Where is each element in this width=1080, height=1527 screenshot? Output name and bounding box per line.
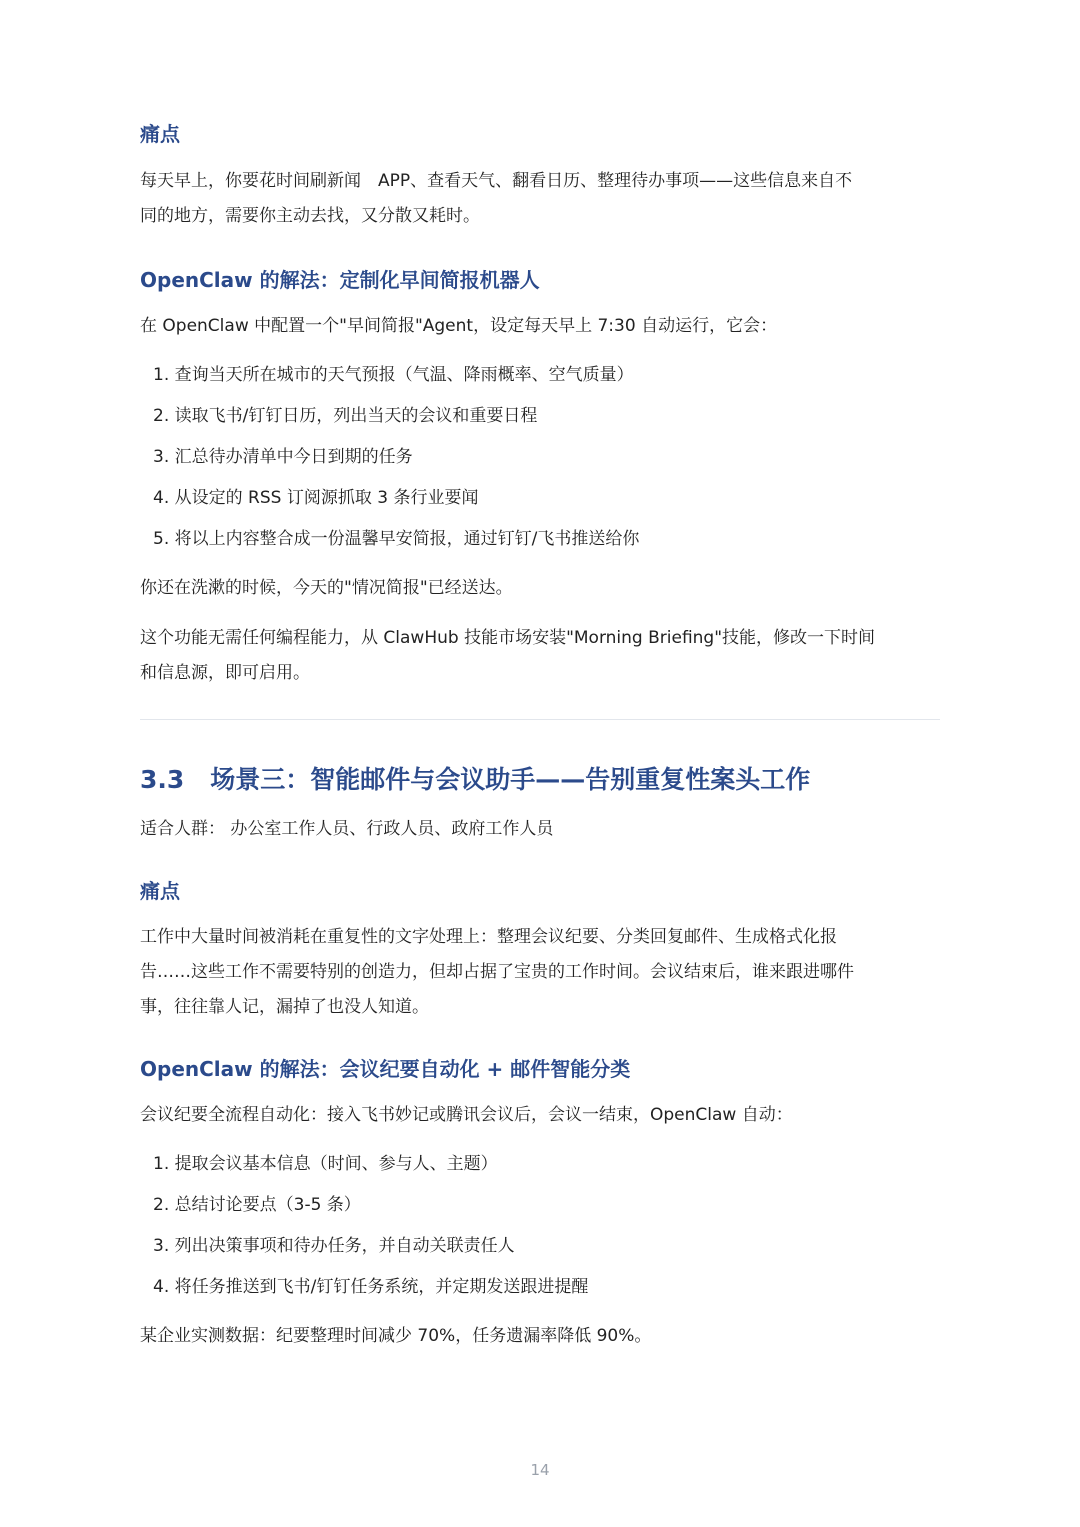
list-item: 1. 查询当天所在城市的天气预报（气温、降雨概率、空气质量） xyxy=(153,365,634,385)
list-item: 3. 汇总待办清单中今日到期的任务 xyxy=(153,447,413,467)
list-item: 5. 将以上内容整合成一份温馨早安简报，通过钉钉/飞书推送给你 xyxy=(153,529,640,549)
list-item: 1. 提取会议基本信息（时间、参与人、主题） xyxy=(153,1154,498,1174)
pain-text-line: 事，往往靠人记，漏掉了也没人知道。 xyxy=(140,997,429,1017)
list-item: 3. 列出决策事项和待办任务，并自动关联责任人 xyxy=(153,1236,515,1256)
pain-heading: 痛点 xyxy=(140,879,180,903)
pain-text-line: 告……这些工作不需要特别的创造力，但却占据了宝贵的工作时间。会议结束后，谁来跟进哪件 xyxy=(140,962,854,982)
extra-text-line: 这个功能无需任何编程能力，从 ClawHub 技能市场安装"Morning Briefing"技能，修改一下时间 xyxy=(140,628,876,648)
audience-text: 适合人群： 办公室工作人员、行政人员、政府工作人员 xyxy=(140,819,554,839)
result-text: 你还在洗漱的时候，今天的"情况简报"已经送达。 xyxy=(140,578,513,598)
solution-intro: 会议纪要全流程自动化：接入飞书妙记或腾讯会议后，会议一结束，OpenClaw 自动： xyxy=(140,1105,793,1125)
extra-text-line: 和信息源，即可启用。 xyxy=(140,663,310,683)
list-item: 2. 总结讨论要点（3-5 条） xyxy=(153,1195,361,1215)
list-item: 4. 将任务推送到飞书/钉钉任务系统，并定期发送跟进提醒 xyxy=(153,1277,589,1297)
page-content xyxy=(140,118,940,1354)
meeting-steps-list xyxy=(140,1144,940,1308)
section-title xyxy=(140,760,940,800)
page-number: 14 xyxy=(530,1461,550,1479)
briefing-steps-list xyxy=(140,355,940,560)
data-text: 某企业实测数据：纪要整理时间减少 70%，任务遗漏率降低 90%。 xyxy=(140,1326,652,1346)
list-item: 2. 读取飞书/钉钉日历，列出当天的会议和重要日程 xyxy=(153,406,538,426)
pain-text-line: 工作中大量时间被消耗在重复性的文字处理上：整理会议纪要、分类回复邮件、生成格式化报 xyxy=(140,927,837,947)
section-number: 3.3 xyxy=(140,765,185,794)
pain-text-line: 每天早上，你要花时间刷新闻 APP、查看天气、翻看日历、整理待办事项——这些信息来自不 xyxy=(140,171,853,191)
solution-heading: OpenClaw 的解法：定制化早间简报机器人 xyxy=(140,268,540,292)
solution-heading: OpenClaw 的解法：会议纪要自动化 + 邮件智能分类 xyxy=(140,1057,631,1081)
solution-intro: 在 OpenClaw 中配置一个"早间简报"Agent，设定每天早上 7:30 自动运行，它会： xyxy=(140,316,778,336)
section-title-text: 场景三：智能邮件与会议助手——告别重复性案头工作 xyxy=(210,765,811,794)
pain-heading: 痛点 xyxy=(140,122,180,146)
pain-text-line: 同的地方，需要你主动去找，又分散又耗时。 xyxy=(140,206,480,226)
list-item: 4. 从设定的 RSS 订阅源抓取 3 条行业要闻 xyxy=(153,488,479,508)
